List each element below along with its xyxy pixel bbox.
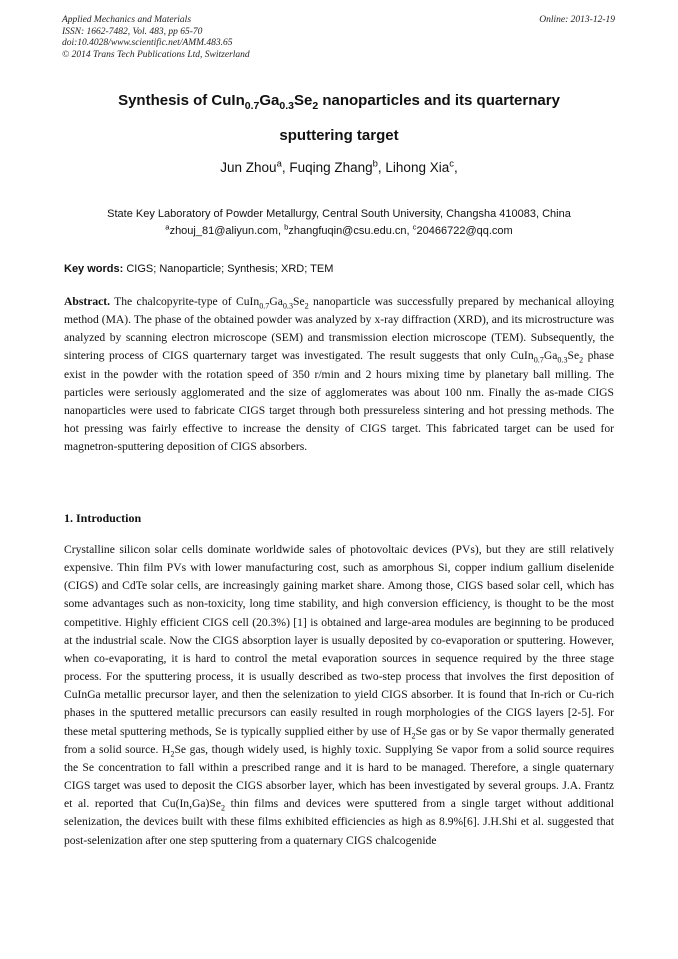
copyright-line: © 2014 Trans Tech Publications Ltd, Switzerland: [62, 49, 250, 60]
author-list: Jun Zhou$^a$, Fuqing Zhang$^b$, Lihong Xia$^c$,: [220, 158, 458, 175]
doi-line: doi:10.4028/www.scientific.net/AMM.483.65: [62, 38, 233, 48]
issn-line: ISSN: 1662-7482, Vol. 483, pp 65-70: [62, 26, 203, 37]
paper-title-line2: sputtering target: [279, 127, 399, 144]
abstract: Abstract. The chalcopyrite-type of $CuIn_{0.7}Ga_{0.3}Se_2$ nanoparticle was successfully prepared by mechanical alloying method (MA). The phase of the obtained powder was analyzed by x-ray diffraction (XRD), and its microstructure was analyzed by scanning electron microscope (SEM) and transmission election microscope (TEM). Subsequently, the sintering process of CIGS quarternary target was investigated. The result suggests that only $CuIn_{0.7}Ga_{0.3}Se_2$ phase exist in the powder with the rotation speed of 350 r/min and 2 hours mixing time by planetary ball milling. The particles were seriously agglomerated and the size of agglomerates was about 100 nm. Finally the as-made CIGS nanoparticles were used to fabricate CIGS target through both pressureless sintering and hot pressing methods. The hot pressing was fairly effective to increase the density of CIGS target. This fabricated target can be used for magnetron-sputtering deposition of CIGS absorbers.: [64, 295, 614, 454]
abstract-label: Abstract.: [64, 295, 111, 308]
paper-title: Synthesis of $CuIn_{0.7}Ga_{0.3}Se_2$ nanoparticles and its quarternary: [118, 92, 560, 112]
online-date: Online: 2013-12-19: [539, 15, 615, 25]
author-emails: $^a$zhouj_81@aliyun.com, $^b$zhangfuqin@csu.edu.cn, $^c$20466722@qq.com: [165, 222, 513, 237]
introduction-paragraph: Crystalline silicon solar cells dominate worldwide sales of photovoltaic devices (PVs), but they are still relatively expensive. Thin film PVs with lower manufacturing cost, such as amorphous Si, copper indium gallium diselenide (CIGS) and CdTe solar cells, are increasingly gaining market share. Among those, CIGS based solar cell, which has some advantages such as non-toxicity, long time stability, and high conversion efficiency, is thought to be the most competitive. Highly efficient CIGS cell (20.3%) [1] is obtained and large-area modules are beginning to be produced at the industrial scale. Now the CIGS absorption layer is usually deposited by co-evaporation or sputtering. However, when co-evaporating, it is hard to control the metal evaporation sources in sequence required by the three stage process. For the sputtering process, it is usually described as two-step process that involves the first deposition of CuInGa metallic precursor layer, and then the selenization to yield CIGS absorber. It is found that In-rich or Cu-rich phases in the sputtered metallic precursors can easily resulted in rough morphologies of the CIGS layers [2-5]. For these metal sputtering methods, Se is typically supplied either by use of $H_2Se$ gas or by Se vapor thermally generated from a solid source. $H_2Se$ gas, though widely used, is highly toxic. Supplying Se vapor from a solid source requires the Se concentration to fall within a prescribed range and it is hard to be managed. Therefore, a single quaternary CIGS target was used to deposit the CIGS absorber layer, which has been investigated by several groups. J.A. Frantz et al. reported that $Cu(In,Ga)Se_2$ thin films and devices were sputtered from a single target without additional selenization, the devices built with these films exhibited efficiencies as high as 8.9%[6]. J.H.Shi et al. suggested that post-selenization after one step sputtering from a quaternary CIGS chalcogenide: [64, 543, 614, 847]
journal-header: [62, 15, 250, 61]
keywords: Key words: CIGS; Nanoparticle; Synthesis; XRD; TEM: [64, 263, 334, 275]
keywords-label: Key words:: [64, 263, 124, 275]
affiliation: State Key Laboratory of Powder Metallurgy, Central South University, Changsha 410083, China: [107, 208, 571, 220]
section-heading-introduction: 1. Introduction: [64, 511, 142, 525]
journal-name: Applied Mechanics and Materials: [62, 15, 192, 25]
